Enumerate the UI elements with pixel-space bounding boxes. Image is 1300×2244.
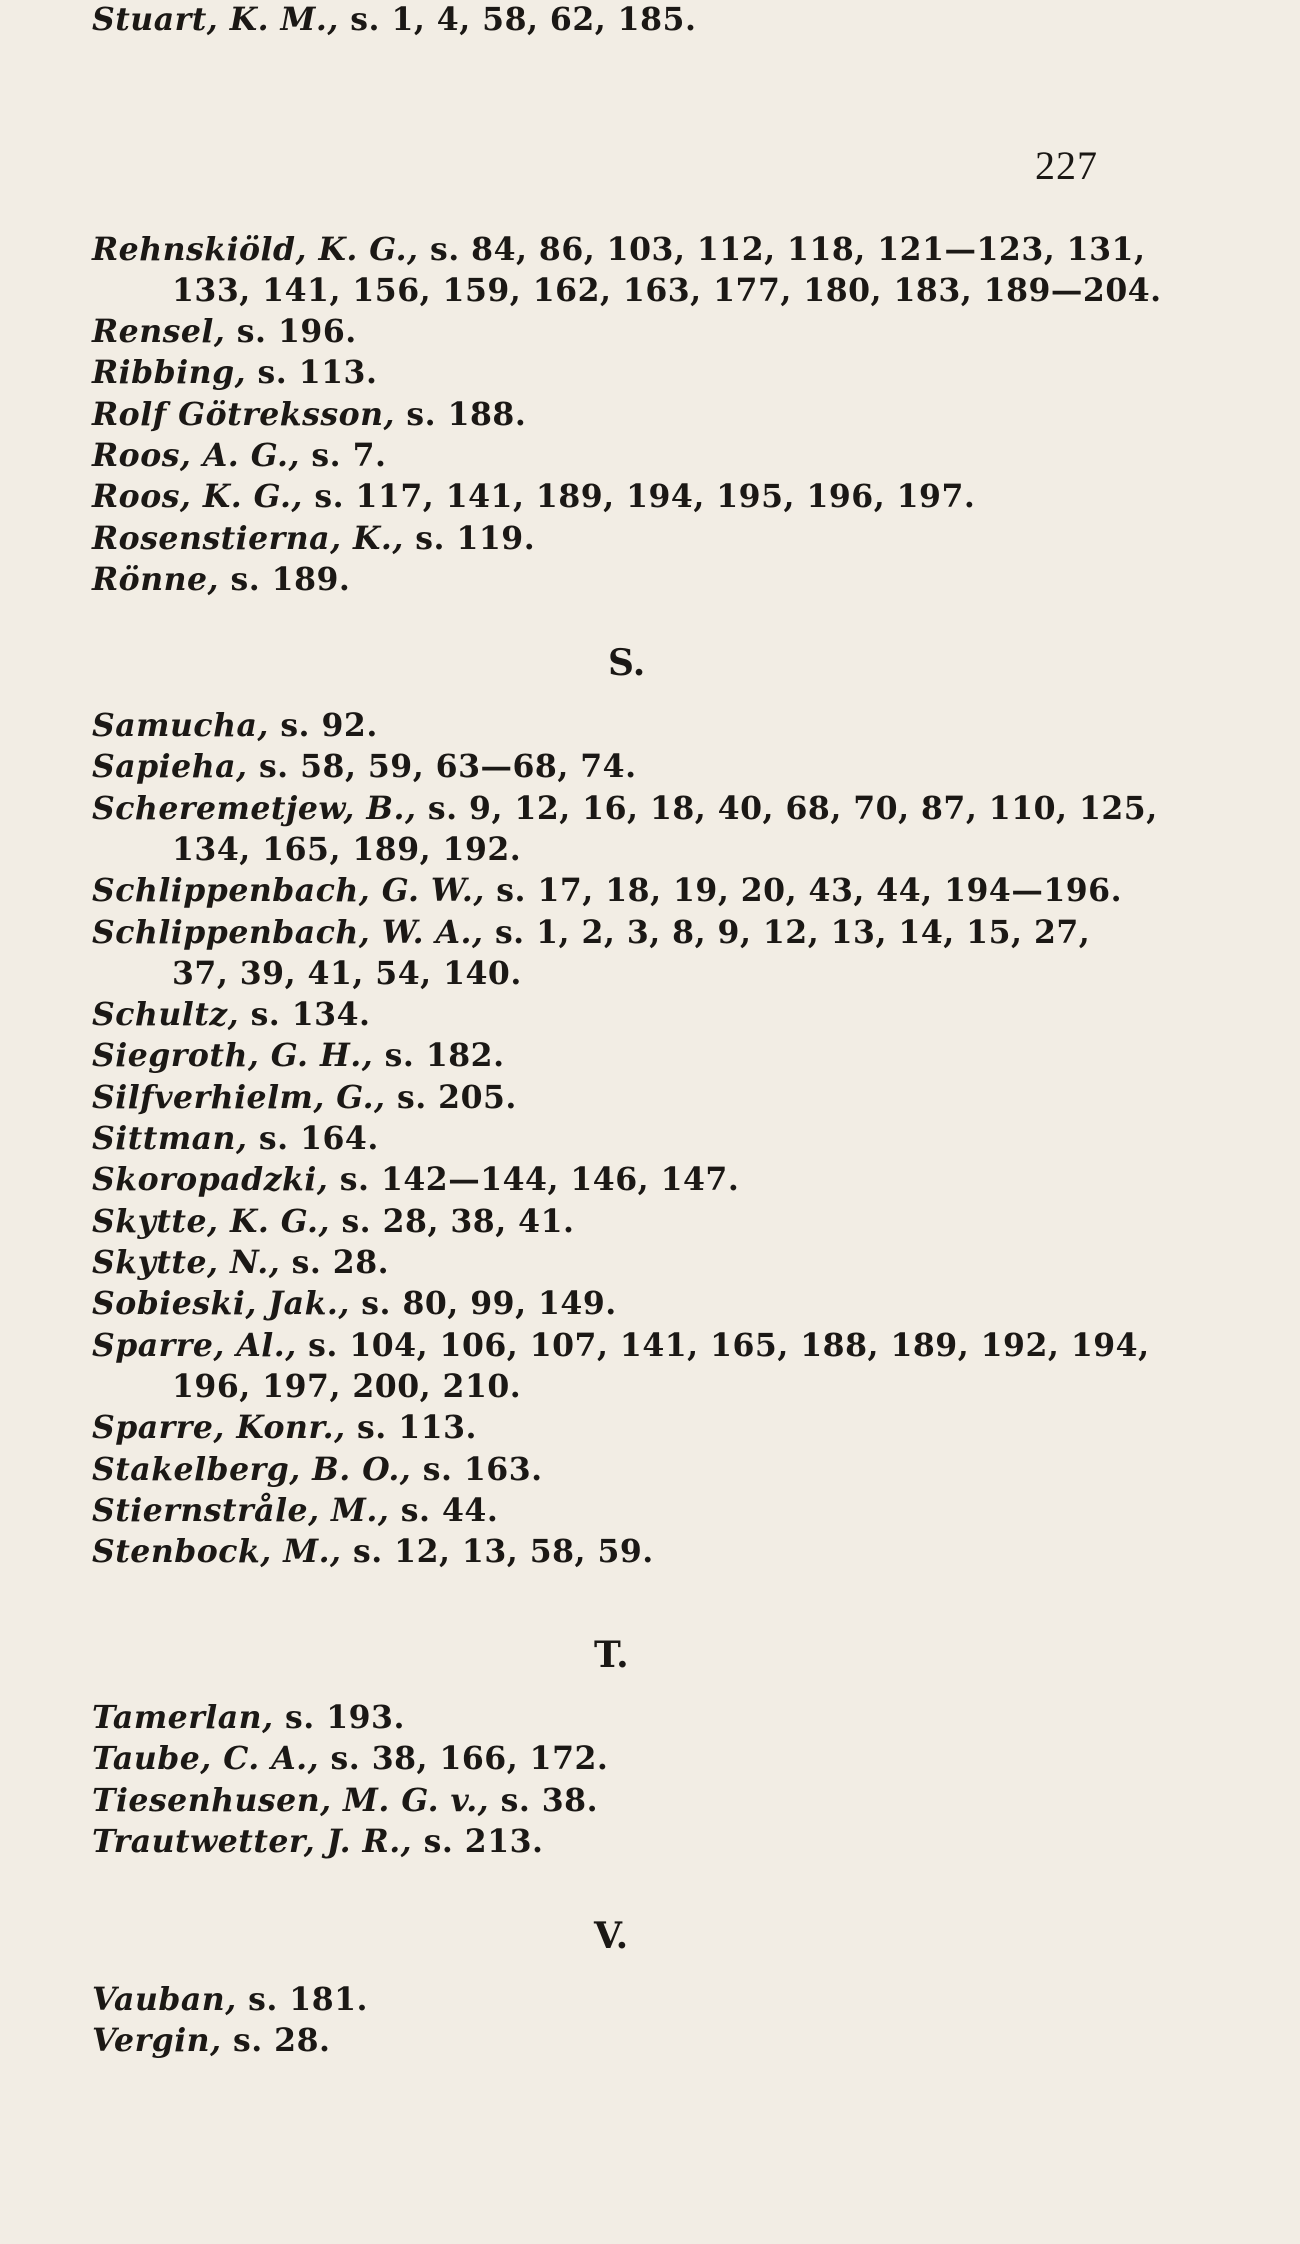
entry-page-refs: s. 213. xyxy=(412,1823,544,1860)
entry-page-refs: s. 119. xyxy=(403,520,536,557)
section-heading: V. xyxy=(594,1915,629,1957)
entry-page-refs: s. 44. xyxy=(389,1492,499,1529)
entry-name: Stenbock, M., xyxy=(92,1533,342,1570)
entry-name: Sobieski, Jak., xyxy=(92,1285,350,1322)
entry-name: Rensel, xyxy=(92,313,226,350)
entry-name: Stuart, K. M., xyxy=(92,1,339,38)
entry-name: Schlippenbach, G. W., xyxy=(92,872,485,909)
entry-page-refs: s. 117, 141, 189, 194, 195, 196, 197. xyxy=(302,478,976,515)
entry-name: Trautwetter, J. R., xyxy=(92,1823,413,1860)
entry-name: Stakelberg, B. O., xyxy=(92,1451,412,1488)
index-entry xyxy=(92,2021,330,2061)
entry-name: Samucha, xyxy=(92,707,269,744)
entry-name: Scheremetjew, B., xyxy=(92,790,417,827)
entry-name: Skoropadzki, xyxy=(92,1161,329,1198)
entry-page-refs: s. 12, 13, 58, 59. xyxy=(341,1533,654,1570)
index-entry-continuation xyxy=(172,1367,521,1407)
entry-page-refs: 37, 39, 41, 54, 140. xyxy=(172,955,522,992)
entry-name: Schultz, xyxy=(92,996,240,1033)
index-entry xyxy=(92,477,975,517)
entry-page-refs: s. 205. xyxy=(385,1079,517,1116)
entry-page-refs: s. 193. xyxy=(273,1699,405,1736)
index-entry xyxy=(92,312,357,352)
index-entry xyxy=(92,1532,654,1572)
entry-page-refs: s. 188. xyxy=(394,396,527,433)
entry-name: Rönne, xyxy=(92,561,220,598)
index-entry xyxy=(92,1243,389,1283)
entry-name: Tamerlan, xyxy=(92,1699,274,1736)
entry-page-refs: s. 92. xyxy=(268,707,378,744)
entry-page-refs: s. 38, 166, 172. xyxy=(319,1740,609,1777)
entry-name: Skytte, N., xyxy=(92,1244,281,1281)
index-entry xyxy=(92,395,526,435)
index-entry xyxy=(92,1160,739,1200)
entry-page-refs: 134, 165, 189, 192. xyxy=(172,831,522,868)
entry-page-refs: s. 104, 106, 107, 141, 165, 188, 189, 192, 194, xyxy=(296,1327,1150,1364)
entry-name: Rosenstierna, K., xyxy=(92,520,404,557)
entry-page-refs: 196, 197, 200, 210. xyxy=(172,1368,522,1405)
index-entry xyxy=(92,1119,379,1159)
entry-name: Siegroth, G. H., xyxy=(92,1037,374,1074)
entry-name: Roos, A. G., xyxy=(92,437,300,474)
index-entry xyxy=(92,1781,598,1821)
index-entry xyxy=(92,0,696,40)
entry-page-refs: s. 196. xyxy=(225,313,357,350)
entry-page-refs: 133, 141, 156, 159, 162, 163, 177, 180, 183, 189—204. xyxy=(172,272,1162,309)
index-entry xyxy=(92,353,377,393)
index-entry xyxy=(92,871,1122,911)
entry-page-refs: s. 28. xyxy=(221,2022,331,2059)
index-entry-continuation xyxy=(172,271,1162,311)
index-entry xyxy=(92,747,637,787)
entry-page-refs: s. 9, 12, 16, 18, 40, 68, 70, 87, 110, 125, xyxy=(416,790,1158,827)
index-entry xyxy=(92,1202,574,1242)
entry-page-refs: s. 1, 2, 3, 8, 9, 12, 13, 14, 15, 27, xyxy=(483,914,1091,951)
entry-page-refs: s. 181. xyxy=(236,1981,369,2018)
entry-page-refs: s. 84, 86, 103, 112, 118, 121—123, 131, xyxy=(418,231,1146,268)
index-entry xyxy=(92,230,1145,270)
entry-name: Stiernstråle, M., xyxy=(92,1492,390,1529)
index-entry xyxy=(92,436,386,476)
entry-name: Sparre, Al., xyxy=(92,1327,297,1364)
entry-name: Vergin, xyxy=(92,2022,222,2059)
index-entry xyxy=(92,995,370,1035)
entry-page-refs: s. 1, 4, 58, 62, 185. xyxy=(338,1,697,38)
entry-name: Schlippenbach, W. A., xyxy=(92,914,484,951)
entry-name: Rolf Götreksson, xyxy=(92,396,395,433)
entry-page-refs: s. 28, 38, 41. xyxy=(329,1203,575,1240)
index-entry-continuation xyxy=(172,830,521,870)
entry-page-refs: s. 80, 99, 149. xyxy=(349,1285,617,1322)
entry-page-refs: s. 134. xyxy=(239,996,371,1033)
index-entry xyxy=(92,706,378,746)
entry-page-refs: s. 28. xyxy=(280,1244,390,1281)
index-entry xyxy=(92,1408,477,1448)
entry-page-refs: s. 113. xyxy=(345,1409,477,1446)
entry-name: Roos, K. G., xyxy=(92,478,303,515)
entry-page-refs: s. 38. xyxy=(489,1782,599,1819)
index-entry xyxy=(92,1450,543,1490)
entry-name: Ribbing, xyxy=(92,354,247,391)
index-entry xyxy=(92,1284,617,1324)
index-entry xyxy=(92,1739,608,1779)
entry-name: Tiesenhusen, M. G. v., xyxy=(92,1782,490,1819)
entry-name: Sapieha, xyxy=(92,748,248,785)
entry-name: Silfverhielm, G., xyxy=(92,1079,386,1116)
index-entry xyxy=(92,519,535,559)
index-entry xyxy=(92,1491,498,1531)
entry-name: Vauban, xyxy=(92,1981,237,2018)
entry-name: Sittman, xyxy=(92,1120,248,1157)
entry-page-refs: s. 142—144, 146, 147. xyxy=(328,1161,740,1198)
index-entry xyxy=(92,1822,544,1862)
index-entry xyxy=(92,1078,517,1118)
index-entry xyxy=(92,1326,1150,1366)
entry-page-refs: s. 7. xyxy=(299,437,387,474)
index-entry xyxy=(92,1698,405,1738)
entry-name: Rehnskiöld, K. G., xyxy=(92,231,419,268)
index-entry xyxy=(92,560,350,600)
index-entry xyxy=(92,789,1158,829)
entry-page-refs: s. 164. xyxy=(247,1120,379,1157)
section-heading: T. xyxy=(594,1634,629,1676)
index-entry-continuation xyxy=(172,954,522,994)
section-heading: S. xyxy=(608,642,646,684)
entry-name: Taube, C. A., xyxy=(92,1740,320,1777)
entry-page-refs: s. 17, 18, 19, 20, 43, 44, 194—196. xyxy=(484,872,1123,909)
index-entry xyxy=(92,1980,368,2020)
index-entry xyxy=(92,913,1090,953)
entry-page-refs: s. 189. xyxy=(219,561,351,598)
entry-name: Sparre, Konr., xyxy=(92,1409,346,1446)
entry-name: Skytte, K. G., xyxy=(92,1203,330,1240)
entry-page-refs: s. 113. xyxy=(246,354,378,391)
entry-page-refs: s. 58, 59, 63—68, 74. xyxy=(247,748,637,785)
entry-page-refs: s. 182. xyxy=(373,1037,505,1074)
entry-page-refs: s. 163. xyxy=(411,1451,543,1488)
index-entry xyxy=(92,1036,505,1076)
page-number: 227 xyxy=(1035,143,1098,188)
